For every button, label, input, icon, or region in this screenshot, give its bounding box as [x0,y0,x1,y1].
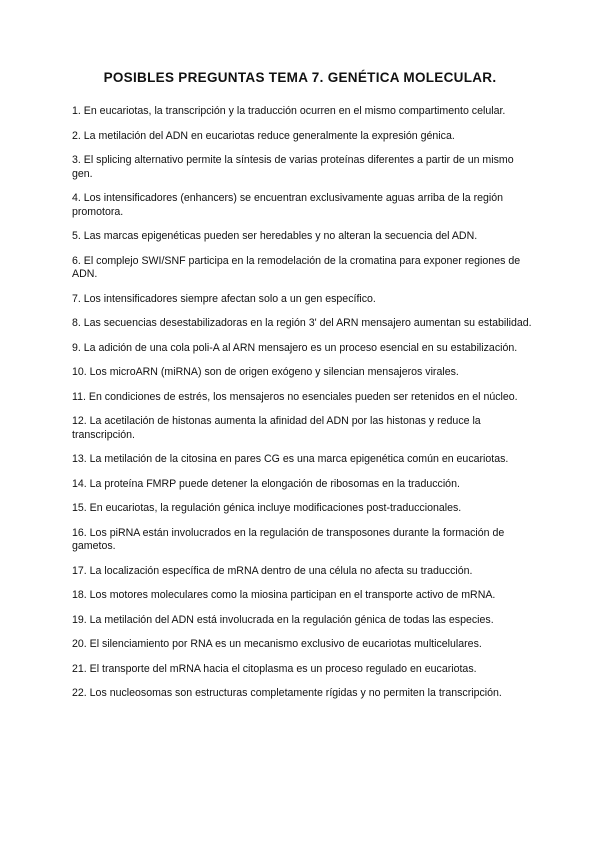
question-item: 20. El silenciamiento por RNA es un mecanismo exclusivo de eucariotas multicelulares. [72,638,482,650]
question-item: 21. El transporte del mRNA hacia el citoplasma es un proceso regulado en eucariotas. [72,662,477,675]
question-item: 14. La proteína FMRP puede detener la elongación de ribosomas en la traducción. [72,477,460,490]
question-item: 22. Los nucleosomas son estructuras completamente rígidas y no permiten la transcripción. [72,687,502,699]
question-item: 10. Los microARN (miRNA) son de origen exógeno y silencian mensajeros virales. [72,366,459,378]
question-item: 1. En eucariotas, la transcripción y la traducción ocurren en el mismo compartimento celular. [72,105,506,117]
question-item: 7. Los intensificadores siempre afectan solo a un gen específico. [72,292,376,305]
question-item: 3. El splicing alternativo permite la síntesis de varias proteínas diferentes a partir de un mismo gen. [72,154,514,180]
question-item: 8. Las secuencias desestabilizadoras en la región 3' del ARN mensajero aumentan su estabilidad. [72,317,532,329]
question-list [72,105,534,712]
question-item: 11. En condiciones de estrés, los mensajeros no esenciales pueden ser retenidos en el núcleo. [72,390,518,403]
question-item: 6. El complejo SWI/SNF participa en la remodelación de la cromatina para exponer regiones de ADN. [72,254,521,280]
question-item: 12. La acetilación de histonas aumenta la afinidad del ADN por las histonas y reduce la transcripción. [72,415,481,441]
question-item: 18. Los motores moleculares como la miosina participan en el transporte activo de mRNA. [72,589,496,601]
question-item: 17. La localización específica de mRNA dentro de una célula no afecta su traducción. [72,564,473,577]
question-item: 19. La metilación del ADN está involucrada en la regulación génica de todas las especies. [72,613,494,626]
question-item: 16. Los piRNA están involucrados en la regulación de transposones durante la formación de gametos. [72,526,505,552]
question-item: 15. En eucariotas, la regulación génica incluye modificaciones post-traduccionales. [72,502,462,514]
question-item: 4. Los intensificadores (enhancers) se encuentran exclusivamente aguas arriba de la región promotora. [72,192,504,218]
question-item: 9. La adición de una cola poli-A al ARN mensajero es un proceso esencial en su estabilización. [72,341,518,354]
question-item: 2. La metilación del ADN en eucariotas reduce generalmente la expresión génica. [72,129,455,142]
question-item: 5. Las marcas epigenéticas pueden ser heredables y no alteran la secuencia del ADN. [72,230,478,242]
page-title: POSIBLES PREGUNTAS TEMA 7. GENÉTICA MOLECULAR. [103,70,497,85]
question-item: 13. La metilación de la citosina en pares CG es una marca epigenética común en eucariotas. [72,453,509,465]
